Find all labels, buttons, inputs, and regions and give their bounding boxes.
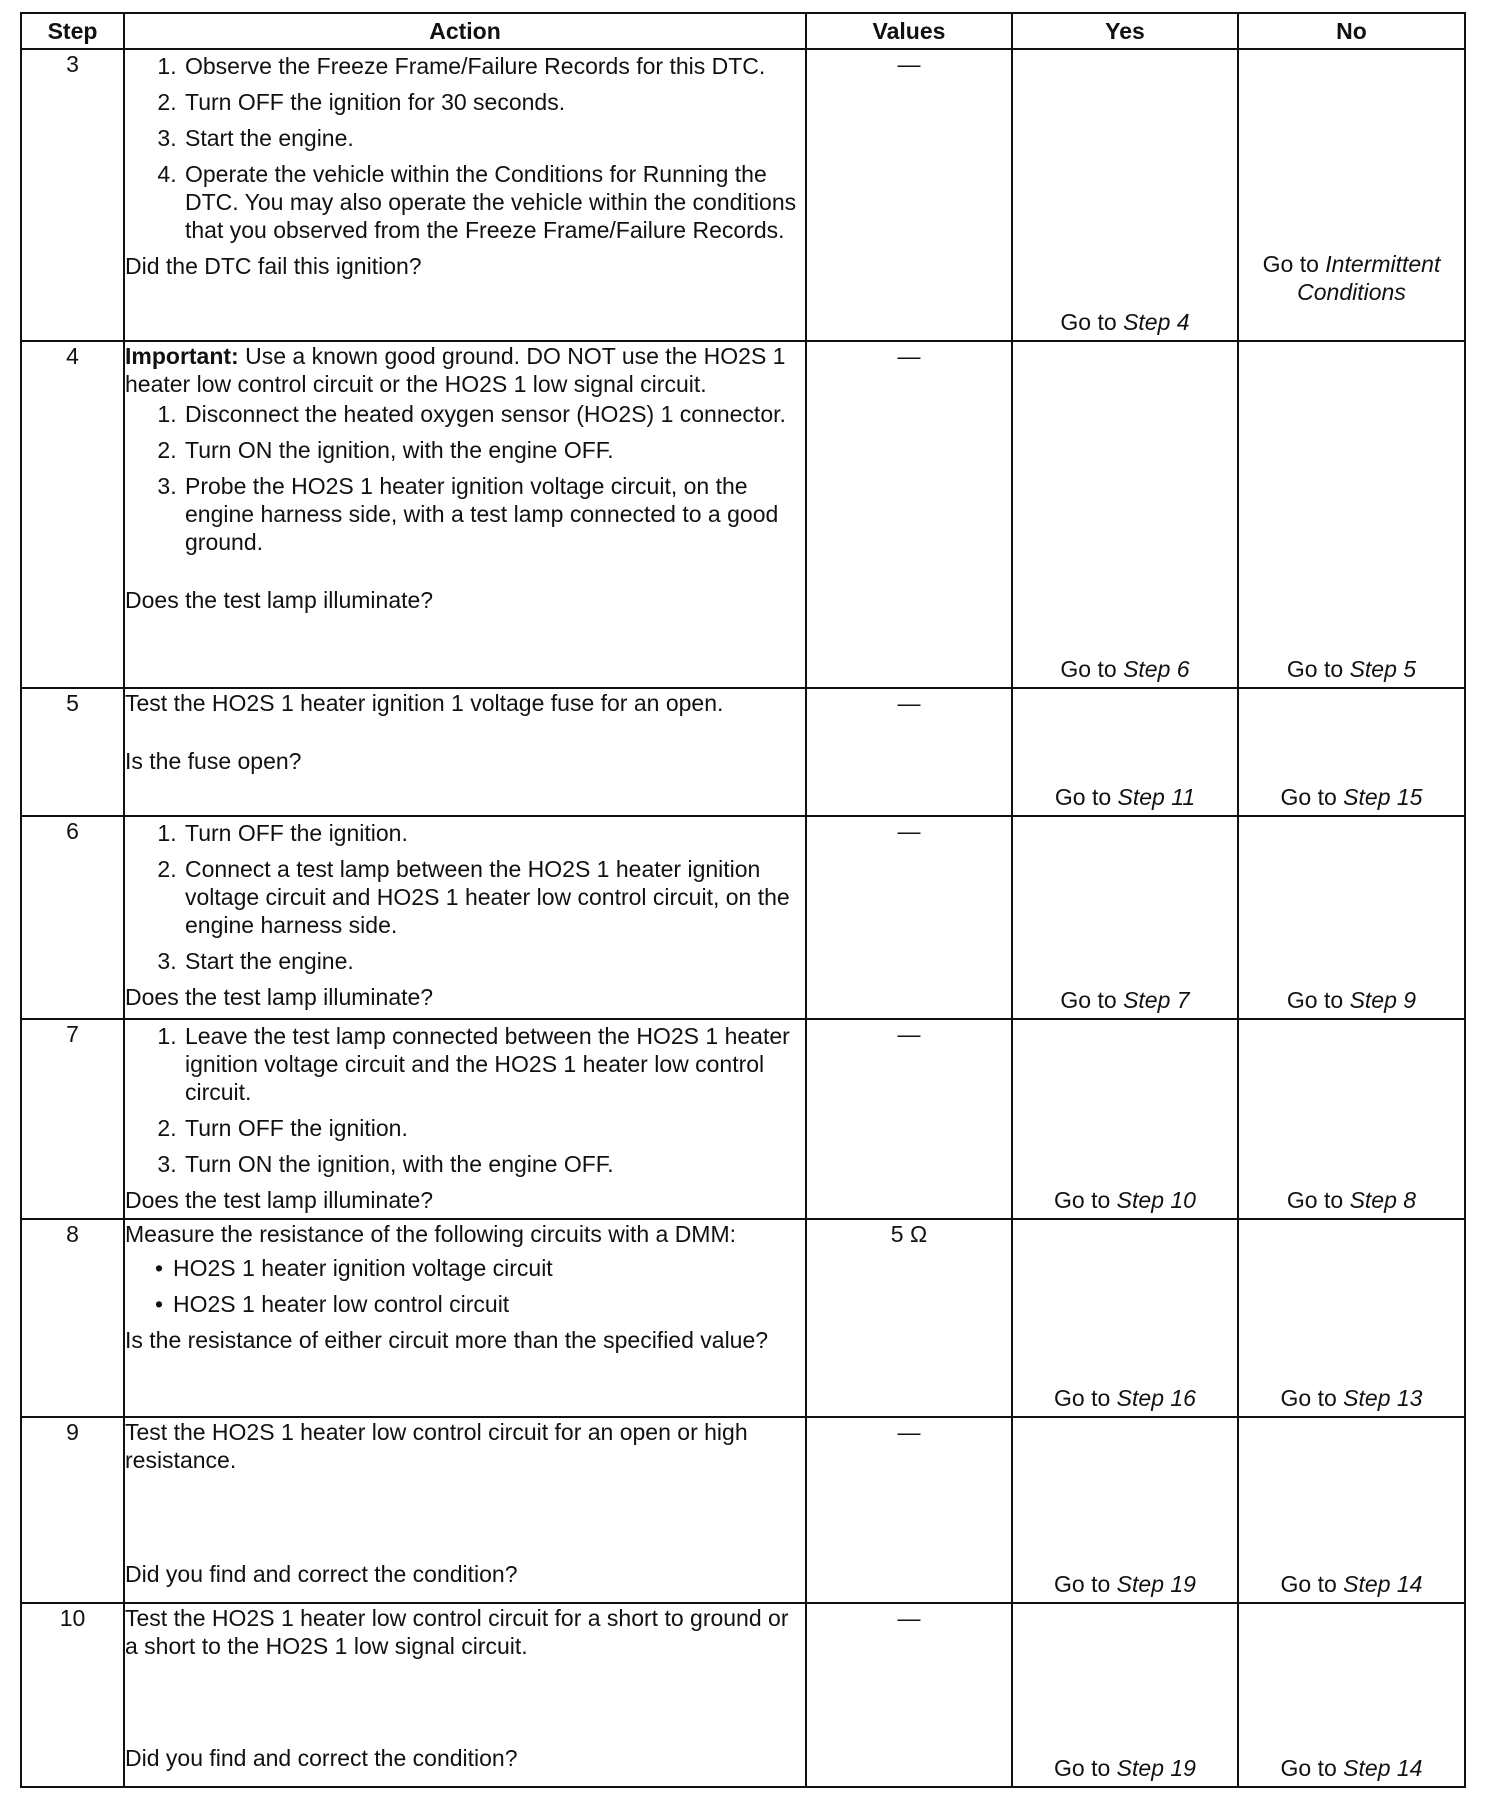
action-step: 2. Turn ON the ignition, with the engine OFF. [183, 436, 805, 464]
yes-cell [1012, 688, 1238, 816]
goto-target: Step 6 [1123, 656, 1190, 682]
goto-target: Step 4 [1123, 309, 1190, 335]
action-cell [124, 816, 806, 1019]
action-step: 1. Observe the Freeze Frame/Failure Records for this DTC. [183, 52, 805, 80]
yes-action [1013, 655, 1237, 683]
no-action [1239, 1754, 1464, 1782]
action-text: Test the HO2S 1 heater ignition 1 voltage fuse for an open. [125, 690, 724, 716]
header-step: Step [21, 13, 124, 49]
yes-action [1013, 1384, 1237, 1412]
action-step: 3. Start the engine. [183, 124, 805, 152]
goto-target: Step 8 [1349, 1187, 1417, 1213]
action-question: Is the resistance of either circuit more than the specified value? [125, 1327, 769, 1353]
step-number: 5 [21, 688, 124, 816]
action-step: 3. Probe the HO2S 1 heater ignition voltage circuit, on the engine harness side, with a test lamp connected to a good ground. [183, 472, 805, 556]
table-row [21, 1219, 1465, 1417]
goto-prefix: Go to [1054, 1187, 1111, 1213]
action-step: 1. Disconnect the heated oxygen sensor (HO2S) 1 connector. [183, 400, 805, 428]
header-action: Action [124, 13, 806, 49]
goto-target: Step 19 [1116, 1571, 1196, 1597]
action-question: Did the DTC fail this ignition? [125, 253, 422, 279]
action-step: 2. Turn OFF the ignition. [183, 1114, 805, 1142]
action-question: Did you find and correct the condition? [125, 1561, 518, 1587]
action-cell [124, 1417, 806, 1603]
yes-cell [1012, 1219, 1238, 1417]
goto-target: Step 10 [1116, 1187, 1196, 1213]
goto-prefix: Go to [1054, 784, 1112, 810]
important-text: Use a known good ground. DO NOT use the HO2S 1 heater low control circuit or the HO2S 1 low signal circuit. [125, 343, 786, 397]
values-cell: — [806, 688, 1012, 816]
action-cell [124, 341, 806, 688]
goto-target: Step 5 [1349, 656, 1417, 682]
action-steps [125, 400, 805, 556]
action-question: Does the test lamp illuminate? [125, 587, 434, 613]
action-question: Does the test lamp illuminate? [125, 984, 434, 1010]
goto-prefix: Go to [1280, 784, 1337, 810]
goto-prefix: Go to [1054, 1571, 1111, 1597]
action-question: Does the test lamp illuminate? [125, 1187, 434, 1213]
yes-action [1013, 1570, 1237, 1598]
table-row [21, 1417, 1465, 1603]
yes-cell [1012, 1417, 1238, 1603]
goto-target: Step 16 [1116, 1385, 1196, 1411]
action-step: 2. Connect a test lamp between the HO2S 1 heater ignition voltage circuit and HO2S 1 heater low control circuit, on the engine harness side. [183, 855, 805, 939]
yes-cell [1012, 341, 1238, 688]
goto-target: Step 19 [1116, 1755, 1196, 1781]
action-step: 2. Turn OFF the ignition for 30 seconds. [183, 88, 805, 116]
goto-target: Step 14 [1343, 1755, 1423, 1781]
no-action [1239, 1570, 1464, 1598]
important-note [125, 342, 805, 398]
action-cell [124, 1219, 806, 1417]
action-step: 3. Start the engine. [183, 947, 805, 975]
step-number: 9 [21, 1417, 124, 1603]
diagnostic-page [20, 12, 1464, 1788]
header-row [21, 13, 1465, 49]
goto-prefix: Go to [1054, 1385, 1111, 1411]
values-cell: — [806, 49, 1012, 341]
yes-cell [1012, 1019, 1238, 1219]
action-text: Test the HO2S 1 heater low control circuit for an open or high resistance. [125, 1419, 748, 1473]
yes-action [1013, 783, 1237, 811]
table-row [21, 1019, 1465, 1219]
list-item: • HO2S 1 heater low control circuit [173, 1290, 805, 1318]
no-action [1239, 986, 1464, 1014]
circuit-list [125, 1254, 805, 1318]
values-cell: — [806, 816, 1012, 1019]
goto-prefix: Go to [1280, 1755, 1337, 1781]
action-question: Is the fuse open? [125, 748, 302, 774]
no-cell [1238, 49, 1465, 341]
no-cell [1238, 816, 1465, 1019]
action-step: 1. Turn OFF the ignition. [183, 819, 805, 847]
diagnostic-table [20, 12, 1466, 1788]
no-action [1239, 655, 1464, 683]
no-action [1239, 1186, 1464, 1214]
table-row [21, 341, 1465, 688]
action-steps [125, 52, 805, 244]
step-number: 4 [21, 341, 124, 688]
action-step: 1. Leave the test lamp connected between the HO2S 1 heater ignition voltage circuit and the HO2S 1 heater low control circuit. [183, 1022, 805, 1106]
action-step: 3. Turn ON the ignition, with the engine OFF. [183, 1150, 805, 1178]
action-steps [125, 819, 805, 975]
yes-action [1013, 1754, 1237, 1782]
goto-target: Step 7 [1123, 987, 1190, 1013]
header-no: No [1238, 13, 1465, 49]
goto-prefix: Go to [1060, 656, 1117, 682]
yes-cell [1012, 49, 1238, 341]
action-text: Measure the resistance of the following circuits with a DMM: [125, 1221, 737, 1247]
no-cell [1238, 688, 1465, 816]
list-item: • HO2S 1 heater ignition voltage circuit [173, 1254, 805, 1282]
goto-prefix: Go to [1286, 1187, 1344, 1213]
goto-prefix: Go to [1060, 987, 1117, 1013]
yes-action [1013, 308, 1237, 336]
no-action [1239, 783, 1464, 811]
table-row [21, 816, 1465, 1019]
goto-prefix: Go to [1280, 1571, 1337, 1597]
action-step: 4. Operate the vehicle within the Conditions for Running the DTC. You may also operate the vehicle within the conditions that you observed from the Freeze Frame/Failure Records. [183, 160, 805, 244]
yes-action [1013, 1186, 1237, 1214]
no-cell [1238, 341, 1465, 688]
goto-prefix: Go to [1280, 1385, 1337, 1411]
step-number: 10 [21, 1603, 124, 1787]
action-cell [124, 1019, 806, 1219]
goto-prefix: Go to [1060, 309, 1117, 335]
important-label: Important: [125, 343, 239, 369]
header-yes: Yes [1012, 13, 1238, 49]
goto-prefix: Go to [1054, 1755, 1111, 1781]
goto-target: Step 13 [1343, 1385, 1423, 1411]
step-number: 6 [21, 816, 124, 1019]
step-number: 8 [21, 1219, 124, 1417]
values-cell: — [806, 1603, 1012, 1787]
action-cell [124, 49, 806, 341]
no-action [1239, 250, 1464, 306]
values-cell: — [806, 1417, 1012, 1603]
goto-target: Step 14 [1343, 1571, 1423, 1597]
action-steps [125, 1022, 805, 1178]
values-cell: 5 Ω [806, 1219, 1012, 1417]
step-number: 7 [21, 1019, 124, 1219]
yes-cell [1012, 816, 1238, 1019]
no-cell [1238, 1603, 1465, 1787]
goto-prefix: Go to [1262, 251, 1319, 277]
goto-target: Intermittent Conditions [1297, 251, 1441, 305]
header-values: Values [806, 13, 1012, 49]
yes-cell [1012, 1603, 1238, 1787]
action-cell [124, 688, 806, 816]
table-row [21, 49, 1465, 341]
no-cell [1238, 1417, 1465, 1603]
goto-target: Step 9 [1349, 987, 1417, 1013]
goto-prefix: Go to [1286, 656, 1344, 682]
yes-action [1013, 986, 1237, 1014]
table-row [21, 688, 1465, 816]
no-cell [1238, 1219, 1465, 1417]
goto-prefix: Go to [1286, 987, 1344, 1013]
no-cell [1238, 1019, 1465, 1219]
action-text: Test the HO2S 1 heater low control circuit for a short to ground or a short to the HO2S 1 low signal circuit. [125, 1605, 789, 1659]
action-cell [124, 1603, 806, 1787]
step-number: 3 [21, 49, 124, 341]
action-question: Did you find and correct the condition? [125, 1745, 518, 1771]
values-cell: — [806, 341, 1012, 688]
goto-target: Step 11 [1117, 784, 1196, 810]
goto-target: Step 15 [1343, 784, 1423, 810]
no-action [1239, 1384, 1464, 1412]
values-cell: — [806, 1019, 1012, 1219]
table-row [21, 1603, 1465, 1787]
